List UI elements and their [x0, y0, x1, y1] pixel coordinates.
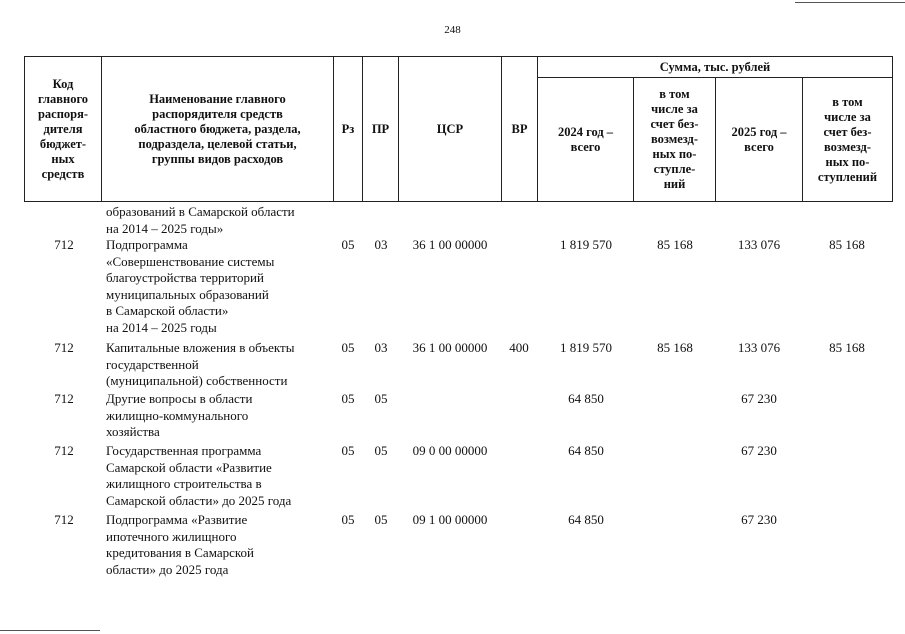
row-total-2024: 1 819 570 — [560, 340, 612, 355]
row-code: 712 — [54, 237, 74, 252]
row-pr: 05 — [374, 391, 388, 406]
header-vr-cell — [501, 56, 538, 202]
row-name: Подпрограмма «Развитие ипотечного жилищного кредитования в Самарской области» до 2025 года — [106, 512, 254, 577]
header-rz-label: Рз — [341, 121, 355, 136]
row-name: Подпрограмма «Совершенствование системы благоустройства территорий муниципальных образований в Самарской области» на 2014 – 2025 годы — [106, 237, 275, 335]
row-total-2024: 1 819 570 — [560, 237, 612, 252]
row-rz: 05 — [341, 443, 355, 458]
header-sum-group-label: Сумма, тыс. рублей — [659, 59, 771, 74]
row-total-2024: 64 850 — [568, 391, 604, 406]
row-rz: 05 — [341, 512, 355, 527]
row-pr: 05 — [374, 443, 388, 458]
header-total-2024-cell — [537, 77, 634, 202]
continuation-text: образований в Самарской области на 2014 – 2025 годы» — [106, 204, 295, 236]
header-vr-label: ВР — [511, 121, 528, 136]
scan-edge-bottom — [0, 630, 100, 631]
row-free-2025: 85 168 — [829, 237, 865, 252]
row-code: 712 — [54, 512, 74, 527]
row-pr: 03 — [374, 340, 388, 355]
row-pr: 05 — [374, 512, 388, 527]
row-name: Капитальные вложения в объекты государственной (муниципальной) собственности — [106, 340, 295, 388]
header-code-label: Код главного распоря- дителя бюджет- ных средств — [37, 76, 89, 181]
scan-edge-top — [795, 2, 905, 3]
row-free-2024: 85 168 — [657, 340, 693, 355]
row-free-2025: 85 168 — [829, 340, 865, 355]
row-code: 712 — [54, 340, 74, 355]
header-sum-group-cell — [537, 56, 893, 78]
page-number: 248 — [444, 24, 461, 36]
row-total-2025: 133 076 — [737, 340, 781, 355]
row-pr: 03 — [374, 237, 388, 252]
row-code: 712 — [54, 391, 74, 406]
row-rz: 05 — [341, 340, 355, 355]
row-rz: 05 — [341, 237, 355, 252]
header-pr-cell — [362, 56, 399, 202]
row-csr: 09 0 00 00000 — [412, 443, 488, 458]
header-free-2024-label: в том числе за счет без- возмезд- ных по- ступле- ний — [650, 87, 699, 191]
header-free-2025-cell — [802, 77, 893, 202]
header-total-2025-label: 2025 год – всего — [731, 124, 787, 154]
row-total-2024: 64 850 — [568, 443, 604, 458]
header-name-cell — [101, 56, 334, 202]
header-total-2025-cell — [715, 77, 803, 202]
header-name-label: Наименование главного распорядителя средств областного бюджета, раздела, подраздела, целевой статьи, группы видов расходов — [134, 91, 301, 166]
row-name: Другие вопросы в области жилищно-коммунального хозяйства — [106, 391, 253, 439]
row-vr: 400 — [509, 340, 529, 355]
row-rz: 05 — [341, 391, 355, 406]
header-free-2025-label: в том числе за счет без- возмезд- ных по- ступлений — [817, 94, 878, 184]
row-csr: 36 1 00 00000 — [412, 340, 488, 355]
row-total-2025: 67 230 — [741, 443, 777, 458]
row-code: 712 — [54, 443, 74, 458]
row-csr: 36 1 00 00000 — [412, 237, 488, 252]
header-free-2024-cell — [633, 77, 716, 202]
row-name: Государственная программа Самарской области «Развитие жилищного строительства в Самарской области» до 2025 года — [106, 443, 292, 508]
row-csr: 09 1 00 00000 — [412, 512, 488, 527]
row-total-2025: 133 076 — [737, 237, 781, 252]
header-csr-label: ЦСР — [436, 121, 464, 136]
header-rz-cell — [333, 56, 363, 202]
row-total-2024: 64 850 — [568, 512, 604, 527]
row-free-2024: 85 168 — [657, 237, 693, 252]
header-code-cell — [24, 56, 102, 202]
header-total-2024-label: 2024 год – всего — [557, 124, 614, 154]
row-total-2025: 67 230 — [741, 512, 777, 527]
row-total-2025: 67 230 — [741, 391, 777, 406]
header-csr-cell — [398, 56, 502, 202]
header-pr-label: ПР — [371, 121, 390, 136]
